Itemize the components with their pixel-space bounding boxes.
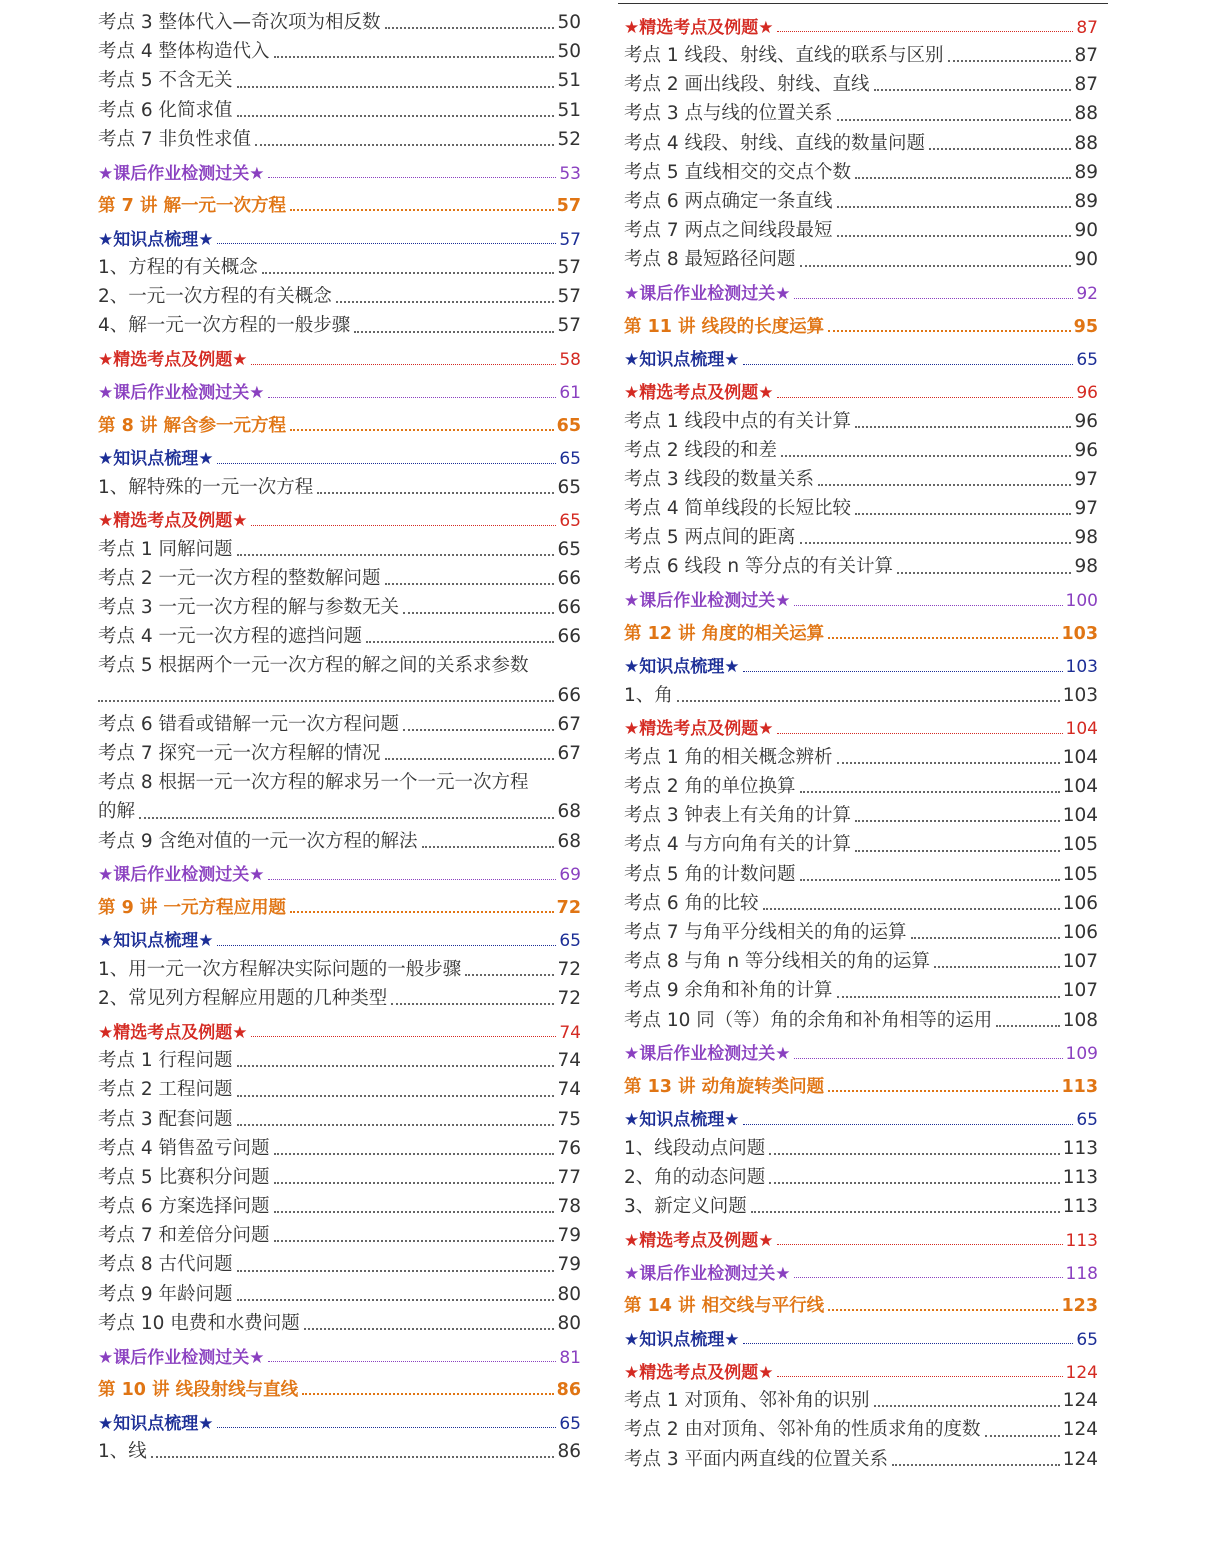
dot-leader — [304, 1328, 555, 1330]
dot-leader — [874, 89, 1072, 91]
toc-entry[interactable]: 3、新定义问题 113 — [624, 1196, 1098, 1218]
toc-entry[interactable]: 考点 2 线段的和差 96 — [624, 439, 1098, 461]
dot-leader — [274, 56, 555, 58]
toc-examples-heading[interactable]: ★精选考点及例题★ 113 — [624, 1230, 1098, 1251]
dot-leader — [855, 820, 1060, 822]
dot-leader — [139, 817, 554, 819]
toc-entry[interactable]: 考点 1 线段中点的有关计算 96 — [624, 410, 1098, 432]
toc-homework-heading[interactable]: ★课后作业检测过关★ 100 — [624, 591, 1098, 612]
dot-leader — [985, 1435, 1060, 1437]
dot-leader — [268, 397, 556, 398]
toc-chapter-heading[interactable]: 第 14 讲 相交线与平行线 123 — [624, 1296, 1098, 1317]
toc-entry[interactable]: 2、常见列方程解应用题的几种类型 72 — [98, 987, 581, 1009]
dot-leader — [743, 671, 1062, 672]
toc-entry[interactable]: 1、线段动点问题 113 — [624, 1137, 1098, 1159]
dot-leader — [237, 1065, 555, 1067]
dot-leader — [781, 455, 1071, 457]
dot-leader — [403, 729, 554, 731]
toc-entry[interactable]: 考点 5 直线相交的交点个数 89 — [624, 161, 1098, 183]
dot-leader — [911, 937, 1060, 939]
dot-leader — [794, 1058, 1062, 1059]
dot-leader — [677, 700, 1060, 702]
toc-entry[interactable]: 考点 4 整体构造代入 50 — [98, 41, 581, 63]
toc-entry[interactable]: 考点 6 错看或错解一元一次方程问题 67 — [98, 713, 581, 735]
toc-entry-continuation[interactable]: 的解 68 — [98, 801, 581, 823]
dot-leader — [255, 144, 554, 146]
dot-leader — [385, 27, 555, 29]
toc-entry[interactable]: 1、解特殊的一元一次方程 65 — [98, 476, 581, 498]
dot-leader — [317, 492, 554, 494]
toc-knowledge-heading[interactable]: ★知识点梳理★ 65 — [98, 931, 581, 952]
toc-entry[interactable]: 考点 6 线段 n 等分点的有关计算 98 — [624, 556, 1098, 578]
dot-leader — [385, 583, 555, 585]
toc-entry[interactable]: 考点 1 同解问题 65 — [98, 538, 581, 560]
toc-knowledge-heading[interactable]: ★知识点梳理★ 65 — [98, 449, 581, 470]
toc-entry[interactable]: 考点 5 根据两个一元一次方程的解之间的关系求参数 — [98, 655, 529, 677]
toc-knowledge-heading[interactable]: ★知识点梳理★ 65 — [624, 1329, 1098, 1350]
toc-entry[interactable]: 考点 2 由对顶角、邻补角的性质求角的度数 124 — [624, 1419, 1098, 1441]
toc-examples-heading[interactable]: ★精选考点及例题★ 96 — [624, 383, 1098, 404]
dot-leader — [874, 1405, 1060, 1407]
toc-chapter-heading[interactable]: 第 12 讲 角度的相关运算 103 — [624, 623, 1098, 644]
dot-leader — [743, 1124, 1073, 1125]
dot-leader — [366, 641, 554, 643]
toc-entry[interactable]: 考点 10 电费和水费问题 80 — [98, 1312, 581, 1334]
dot-leader — [290, 429, 554, 431]
dot-leader — [800, 265, 1072, 267]
toc-entry[interactable]: 考点 1 线段、射线、直线的联系与区别 87 — [624, 45, 1098, 66]
toc-knowledge-heading[interactable]: ★知识点梳理★ 103 — [624, 657, 1098, 678]
dot-leader — [934, 966, 1060, 968]
toc-entry[interactable]: 考点 4 与方向角有关的计算 105 — [624, 834, 1098, 856]
toc-entry[interactable]: 考点 3 一元一次方程的解与参数无关 66 — [98, 597, 581, 619]
toc-entry[interactable]: 考点 4 线段、射线、直线的数量问题 88 — [624, 132, 1098, 154]
dot-leader — [274, 1211, 555, 1213]
dot-leader — [217, 1427, 556, 1428]
toc-examples-heading[interactable]: ★精选考点及例题★ 74 — [98, 1022, 581, 1043]
toc-entry[interactable]: 考点 1 对顶角、邻补角的识别 124 — [624, 1390, 1098, 1412]
dot-leader — [290, 911, 554, 913]
toc-chapter-heading[interactable]: 第 13 讲 动角旋转类问题 113 — [624, 1076, 1098, 1097]
dot-leader — [794, 1277, 1062, 1278]
dot-leader — [743, 1343, 1073, 1344]
toc-entry[interactable]: 考点 5 不含无关 51 — [98, 70, 581, 92]
dot-leader — [855, 850, 1060, 852]
toc-entry[interactable]: 1、用一元一次方程解决实际问题的一般步骤 72 — [98, 958, 581, 980]
toc-entry[interactable]: 考点 6 两点确定一条直线 89 — [624, 190, 1098, 212]
dot-leader — [354, 331, 554, 333]
dot-leader — [751, 1211, 1060, 1213]
dot-leader — [897, 572, 1071, 574]
dot-leader — [98, 700, 554, 702]
dot-leader — [217, 243, 556, 244]
dot-leader — [769, 1153, 1059, 1155]
dot-leader — [855, 177, 1071, 179]
dot-leader — [892, 1464, 1060, 1466]
dot-leader — [837, 206, 1072, 208]
toc-homework-heading[interactable]: ★课后作业检测过关★ 92 — [624, 284, 1098, 305]
dot-leader — [743, 364, 1073, 365]
toc-examples-heading[interactable]: ★精选考点及例题★ 58 — [98, 350, 581, 371]
dot-leader — [251, 525, 556, 526]
toc-entry[interactable]: 考点 4 简单线段的长短比较 97 — [624, 498, 1098, 520]
toc-entry[interactable]: 考点 8 古代问题 79 — [98, 1254, 581, 1276]
toc-examples-heading[interactable]: ★精选考点及例题★ 104 — [624, 719, 1098, 740]
toc-knowledge-heading[interactable]: ★知识点梳理★ 65 — [624, 350, 1098, 371]
toc-homework-heading[interactable]: ★课后作业检测过关★ 81 — [98, 1347, 581, 1368]
toc-entry[interactable]: 考点 7 两点之间线段最短 90 — [624, 220, 1098, 242]
dot-leader — [237, 1095, 555, 1097]
toc-examples-heading[interactable]: ★精选考点及例题★ 65 — [98, 511, 581, 532]
dot-leader — [237, 115, 555, 117]
toc-homework-heading[interactable]: ★课后作业检测过关★ 69 — [98, 865, 581, 886]
toc-entry[interactable]: 考点 1 角的相关概念辨析 104 — [624, 746, 1098, 768]
toc-entry[interactable]: 考点 3 点与线的位置关系 88 — [624, 103, 1098, 125]
dot-leader — [828, 1309, 1058, 1311]
dot-leader — [274, 1182, 555, 1184]
dot-leader — [777, 1376, 1062, 1377]
dot-leader — [422, 846, 555, 848]
toc-right-column — [624, 5, 1098, 1471]
dot-leader — [268, 177, 556, 178]
toc-entry[interactable]: 1、角 103 — [624, 684, 1098, 706]
toc-entry[interactable]: 考点 6 化简求值 51 — [98, 99, 581, 121]
toc-knowledge-heading[interactable]: ★知识点梳理★ 65 — [624, 1110, 1098, 1131]
dot-leader — [800, 879, 1060, 881]
dot-leader — [151, 1456, 555, 1458]
dot-leader — [828, 330, 1071, 332]
toc-entry[interactable]: 考点 3 配套问题 75 — [98, 1108, 581, 1130]
dot-leader — [800, 791, 1060, 793]
toc-entry[interactable]: 考点 9 含绝对值的一元一次方程的解法 68 — [98, 830, 581, 852]
toc-entry[interactable]: 考点 4 销售盈亏问题 76 — [98, 1137, 581, 1159]
toc-entry[interactable]: 考点 5 两点间的距离 98 — [624, 527, 1098, 549]
dot-leader — [274, 1153, 555, 1155]
toc-homework-heading[interactable]: ★课后作业检测过关★ 118 — [624, 1263, 1098, 1284]
toc-entry[interactable]: 考点 2 画出线段、射线、直线 87 — [624, 74, 1098, 96]
toc-entry[interactable]: 考点 3 平面内两直线的位置关系 124 — [624, 1448, 1098, 1470]
dot-leader — [268, 1361, 556, 1362]
toc-entry[interactable]: 考点 10 同（等）角的余角和补角相等的运用 108 — [624, 1009, 1098, 1031]
toc-entry[interactable]: 1、线 86 — [98, 1441, 581, 1462]
toc-entry[interactable]: 考点 3 整体代入—奇次项为相反数 50 — [98, 12, 581, 33]
toc-entry[interactable]: 考点 1 行程问题 74 — [98, 1050, 581, 1072]
dot-leader — [403, 612, 554, 614]
dot-leader — [818, 484, 1071, 486]
dot-leader — [828, 1090, 1058, 1092]
dot-leader — [237, 1299, 555, 1301]
dot-leader — [929, 148, 1071, 150]
dot-leader — [855, 426, 1071, 428]
dot-leader — [336, 301, 555, 303]
toc-entry-continuation[interactable]: 66 — [98, 678, 581, 707]
toc-entry[interactable]: 考点 2 角的单位换算 104 — [624, 776, 1098, 797]
toc-entry[interactable]: 2、角的动态问题 113 — [624, 1166, 1098, 1188]
toc-entry[interactable]: 考点 9 余角和补角的计算 107 — [624, 980, 1098, 1002]
toc-entry[interactable]: 考点 7 探究一元一次方程解的情况 67 — [98, 743, 581, 764]
dot-leader — [268, 879, 556, 880]
dot-leader — [262, 272, 555, 274]
toc-entry[interactable]: 1、方程的有关概念 57 — [98, 256, 581, 278]
dot-leader — [855, 513, 1071, 515]
dot-leader — [274, 1240, 555, 1242]
toc-entry[interactable]: 2、一元一次方程的有关概念 57 — [98, 286, 581, 308]
toc-chapter-heading[interactable]: 第 7 讲 解一元一次方程 57 — [98, 195, 581, 216]
toc-entry[interactable]: 4、解一元一次方程的一般步骤 57 — [98, 315, 581, 337]
toc-entry[interactable]: 考点 2 一元一次方程的整数解问题 66 — [98, 567, 581, 589]
toc-entry[interactable]: 考点 8 与角 n 等分线相关的角的运算 107 — [624, 951, 1098, 973]
dot-leader — [777, 733, 1062, 734]
toc-entry[interactable]: 考点 7 和差倍分问题 79 — [98, 1225, 581, 1247]
dot-leader — [794, 605, 1062, 606]
dot-leader — [837, 762, 1060, 764]
dot-leader — [251, 364, 556, 365]
dot-leader — [217, 945, 556, 946]
toc-entry[interactable]: 考点 6 角的比较 106 — [624, 892, 1098, 914]
toc-entry[interactable]: 考点 8 根据一元一次方程的解求另一个一元一次方程 — [98, 772, 529, 794]
toc-homework-heading[interactable]: ★课后作业检测过关★ 61 — [98, 383, 581, 404]
dot-leader — [777, 397, 1073, 398]
toc-homework-heading[interactable]: ★课后作业检测过关★ 109 — [624, 1044, 1098, 1065]
dot-leader — [237, 1124, 555, 1126]
dot-leader — [237, 1270, 555, 1272]
dot-leader — [237, 554, 555, 556]
toc-knowledge-heading[interactable]: ★知识点梳理★ 57 — [98, 229, 581, 250]
dot-leader — [391, 1003, 554, 1005]
dot-leader — [237, 86, 555, 88]
toc-entry[interactable]: 考点 5 比赛积分问题 77 — [98, 1166, 581, 1188]
toc-entry[interactable]: 考点 7 非负性求值 52 — [98, 128, 581, 150]
dot-leader — [763, 908, 1060, 910]
toc-examples-heading[interactable]: ★精选考点及例题★ 124 — [624, 1362, 1098, 1383]
dot-leader — [217, 463, 556, 464]
toc-entry[interactable]: 考点 5 角的计数问题 105 — [624, 863, 1098, 885]
dot-leader — [769, 1182, 1059, 1184]
toc-knowledge-heading[interactable]: ★知识点梳理★ 65 — [98, 1413, 581, 1434]
dot-leader — [385, 758, 555, 760]
dot-leader — [996, 1025, 1059, 1027]
toc-chapter-heading[interactable]: 第 10 讲 线段射线与直线 86 — [98, 1380, 581, 1400]
dot-leader — [948, 60, 1072, 62]
toc-examples-heading[interactable]: ★精选考点及例题★ 87 — [624, 17, 1098, 38]
toc-entry[interactable]: 考点 3 线段的数量关系 97 — [624, 468, 1098, 490]
dot-leader — [777, 1244, 1062, 1245]
toc-chapter-heading[interactable]: 第 11 讲 线段的长度运算 95 — [624, 316, 1098, 337]
dot-leader — [837, 996, 1060, 998]
toc-entry[interactable]: 考点 3 钟表上有关角的计算 104 — [624, 805, 1098, 827]
toc-chapter-heading[interactable]: 第 9 讲 一元方程应用题 72 — [98, 897, 581, 918]
toc-entry[interactable]: 考点 9 年龄问题 80 — [98, 1283, 581, 1305]
dot-leader — [251, 1036, 556, 1037]
toc-entry[interactable]: 考点 6 方案选择问题 78 — [98, 1196, 581, 1218]
toc-homework-heading[interactable]: ★课后作业检测过关★ 53 — [98, 163, 581, 184]
dot-leader — [302, 1393, 554, 1395]
dot-leader — [290, 209, 554, 211]
dot-leader — [794, 298, 1073, 299]
dot-leader — [777, 31, 1073, 32]
top-rule — [618, 3, 1108, 4]
dot-leader — [837, 119, 1072, 121]
toc-entry[interactable]: 考点 8 最短路径问题 90 — [624, 249, 1098, 271]
dot-leader — [837, 235, 1072, 237]
toc-entry[interactable]: 考点 2 工程问题 74 — [98, 1079, 581, 1101]
toc-entry[interactable]: 考点 4 一元一次方程的遮挡问题 66 — [98, 626, 581, 648]
dot-leader — [465, 974, 554, 976]
toc-chapter-heading[interactable]: 第 8 讲 解含参一元方程 65 — [98, 415, 581, 436]
toc-left-column — [98, 5, 581, 1463]
dot-leader — [800, 542, 1072, 544]
dot-leader — [828, 637, 1058, 639]
toc-entry[interactable]: 考点 7 与角平分线相关的角的运算 106 — [624, 921, 1098, 943]
